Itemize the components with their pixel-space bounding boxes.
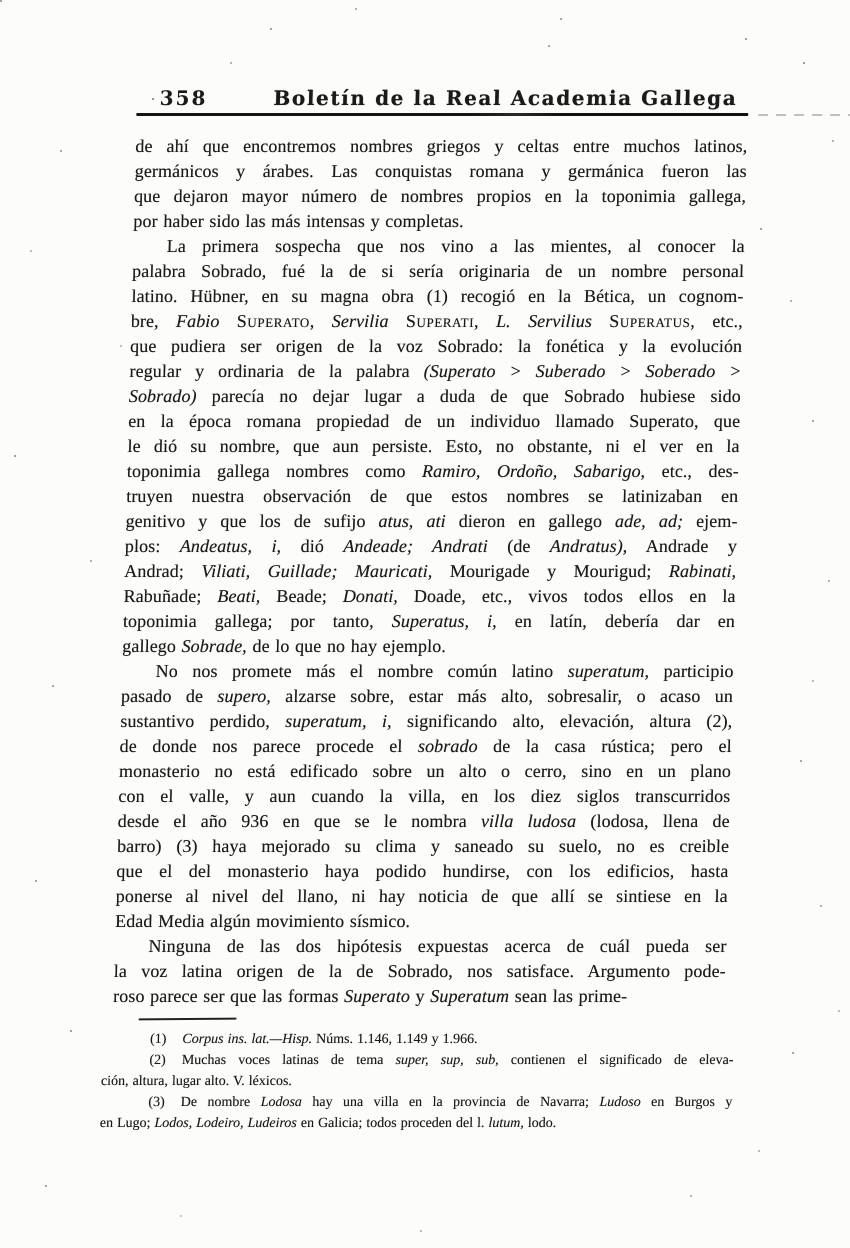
text-run: dieron en gallego xyxy=(445,511,616,531)
text-run: Andrad; xyxy=(124,561,202,581)
text-run: regular y ordinaria de la palabra xyxy=(129,361,425,381)
text-run: (de xyxy=(487,536,551,556)
text-run: Edad Media algún movimiento sísmico. xyxy=(114,911,411,931)
text-run: Doade, etc., vivos todos ellos en la xyxy=(397,586,736,606)
text-run: Donati, xyxy=(342,586,399,606)
text-run: germánicos y árabes. Las conquistas romana y germánica fueron las xyxy=(134,161,748,181)
journal-title: Boletín de la Real Academia Gallega xyxy=(273,86,738,110)
page-header xyxy=(136,86,749,108)
text-run: con el valle, y aun cuando la villa, en los diez siglos transcurridos xyxy=(118,786,731,806)
footnote xyxy=(101,1050,734,1092)
text-run: gallego xyxy=(122,636,182,656)
text-run: Ramiro, Ordoño, Sabarigo xyxy=(421,461,641,481)
text-run: en la época romana propiedad de un individuo llamado Superato, que xyxy=(127,411,741,431)
text-run: De nombre xyxy=(180,1095,261,1110)
text-run: supero, xyxy=(217,686,272,706)
text-run: , etc., xyxy=(690,311,744,331)
paragraph xyxy=(133,134,748,234)
text-run: (lodosa, llena de xyxy=(576,811,731,831)
footnote-line xyxy=(101,1071,734,1092)
text-run: en Burgos y xyxy=(640,1095,733,1110)
text-run: y xyxy=(409,986,431,1006)
text-line xyxy=(121,659,734,684)
text-run: , xyxy=(473,311,497,331)
text-run: Rabuñade; xyxy=(123,586,218,606)
text-run: en Lugo; xyxy=(99,1116,155,1131)
text-run: toponimia gallega nombres como xyxy=(126,461,423,481)
text-run: lodo. xyxy=(523,1116,557,1131)
footnote-line xyxy=(101,1050,734,1071)
footnote-number: (1) xyxy=(149,1032,167,1047)
text-run: Andeade; Andrati xyxy=(343,536,489,556)
text-line xyxy=(133,209,746,234)
text-run: dió xyxy=(281,536,344,556)
text-run: alzarse sobre, estar más alto, sobresalir, o acaso un xyxy=(270,686,734,706)
text-line xyxy=(135,134,748,159)
text-line xyxy=(123,584,736,609)
text-run: (Superato > Suberado > Soberado > xyxy=(423,361,742,381)
text-run: por haber sido las más intensas y completas. xyxy=(133,211,465,231)
text-run: Rabinati, xyxy=(668,561,737,581)
text-run: super, sup, sub, xyxy=(395,1053,499,1068)
header-rule xyxy=(136,113,748,116)
text-line xyxy=(117,809,730,834)
text-run: hay una villa en la provincia de Navarra; xyxy=(301,1095,600,1110)
text-line xyxy=(131,284,744,309)
text-run: ponerse al nivel del llano, ni hay noticia de que allí se sintiese en la xyxy=(115,886,729,906)
text-run: Andrade y xyxy=(627,536,738,556)
text-run: de donde nos parece procede el xyxy=(119,736,419,756)
text-run: villa ludosa xyxy=(480,811,577,831)
text-run: Ludoso xyxy=(599,1095,641,1110)
text-run: barro) (3) haya mejorado su clima y saneado su suelo, no es creible xyxy=(116,836,730,856)
text-run: L. Servilius xyxy=(495,311,610,331)
text-line xyxy=(132,259,745,284)
text-run: Núms. 1.146, 1.149 y 1.966. xyxy=(311,1032,478,1047)
text-run: Andratus), xyxy=(549,536,628,556)
text-run: en Galicia; todos proceden del l. xyxy=(296,1116,489,1131)
text-run: superatum, xyxy=(567,661,650,681)
paragraph xyxy=(113,934,727,1009)
text-run: ción, altura, lugar alto. V. léxicos. xyxy=(100,1074,293,1089)
text-line xyxy=(134,159,747,184)
text-run: de la casa rústica; pero el xyxy=(477,736,732,756)
text-run: que el del monasterio haya podido hundirse, con los edificios, hasta xyxy=(116,861,729,881)
text-line xyxy=(121,684,734,709)
text-run: Mourigade y Mourigud; xyxy=(432,561,670,581)
text-run: bre, xyxy=(130,311,177,331)
text-line xyxy=(114,934,727,959)
text-run: No nos promete más el nombre común latino xyxy=(155,661,569,681)
text-line xyxy=(122,634,735,659)
text-run: significando alto, elevación, altura (2), xyxy=(391,711,733,731)
text-run: genitivo y que los de sufijo xyxy=(125,511,379,531)
text-run: de ahí que encontremos nombres griegos y celtas entre muchos latinos, xyxy=(135,136,748,156)
text-run: Ninguna de las dos hipótesis expuestas acerca de cuál pueda ser xyxy=(148,936,727,956)
text-line xyxy=(130,334,743,359)
text-run: monasterio no está edificado sobre un alto o cerro, sino en un plano xyxy=(118,761,732,781)
text-line xyxy=(123,609,736,634)
text-run: Superatus, i, xyxy=(391,611,498,631)
scan-artifact xyxy=(758,114,850,116)
paragraph xyxy=(122,234,745,659)
text-run: participio xyxy=(648,661,734,681)
text-run: roso parece ser que las formas xyxy=(112,986,345,1006)
text-run: , xyxy=(309,311,333,331)
text-run: de lo que no hay ejemplo. xyxy=(246,636,447,656)
text-run: Superatus xyxy=(609,311,691,331)
text-line xyxy=(132,234,745,259)
text-run: Superati xyxy=(405,311,475,331)
text-line xyxy=(117,834,730,859)
text-line xyxy=(119,734,732,759)
text-line xyxy=(119,759,732,784)
text-run: ejem- xyxy=(682,511,738,531)
text-line xyxy=(127,459,740,484)
page-number: 358 xyxy=(159,86,208,110)
text-line xyxy=(127,434,740,459)
footnote-separator xyxy=(139,1018,237,1021)
text-line xyxy=(113,959,726,984)
text-line xyxy=(118,784,731,809)
text-run: Superato xyxy=(236,311,311,331)
text-line xyxy=(113,984,726,1009)
text-run: latino. Hübner, en su magna obra (1) recogió en la Bética, un cognom- xyxy=(131,286,744,306)
footnote-number: (2) xyxy=(149,1053,167,1068)
text-line xyxy=(129,384,742,409)
footnote xyxy=(100,1092,733,1134)
text-run: la voz latina origen de la de Sobrado, nos satisface. Argumento pode- xyxy=(113,961,727,981)
text-run: Servilia xyxy=(331,311,407,331)
text-run: contienen el significado de eleva- xyxy=(498,1053,734,1068)
text-run: pasado de xyxy=(120,686,218,706)
text-run: Corpus ins. lat.—Hisp. xyxy=(182,1032,313,1047)
text-run: sobrado xyxy=(417,736,478,756)
text-run: ade, ad; xyxy=(614,511,684,531)
text-run: Lodosa xyxy=(260,1095,303,1110)
text-run: Beade; xyxy=(260,586,344,606)
paragraph xyxy=(115,659,734,934)
footnote xyxy=(102,1029,735,1050)
footnote-line xyxy=(100,1092,733,1113)
text-run: Andeatus, i, xyxy=(179,536,282,556)
text-run: Muchas voces latinas de tema xyxy=(181,1053,396,1068)
text-run: que pudiera ser origen de la voz Sobrado: la fonética y la evolución xyxy=(129,336,743,356)
text-line xyxy=(125,509,738,534)
text-run: sean las prime- xyxy=(508,986,628,1006)
body-text xyxy=(113,134,748,1009)
text-line xyxy=(128,409,741,434)
text-run: toponimia gallega; por tanto, xyxy=(122,611,393,631)
text-block xyxy=(99,86,749,1134)
text-line xyxy=(116,859,729,884)
text-line xyxy=(134,184,747,209)
text-line xyxy=(125,534,738,559)
text-line xyxy=(129,359,742,384)
text-run: Fabio xyxy=(175,311,238,331)
text-run: desde el año 936 en que se le nombra xyxy=(117,811,482,831)
footnote-line xyxy=(102,1029,735,1050)
text-run: Lodos, Lodeiro, Ludeiros xyxy=(154,1116,298,1131)
text-run: superatum, i, xyxy=(285,711,393,731)
text-run: La primera sospecha que nos vino a las mientes, al conocer la xyxy=(166,236,746,256)
text-line xyxy=(115,884,728,909)
text-line xyxy=(120,709,733,734)
footnote-line xyxy=(100,1113,733,1134)
text-run: Beati, xyxy=(217,586,261,606)
text-line xyxy=(131,309,744,334)
text-run: Viliati, Guillade; Mauricati, xyxy=(201,561,433,581)
footnote-number: (3) xyxy=(148,1095,165,1110)
text-run: Superatum xyxy=(430,986,510,1006)
text-run: le dió su nombre, que aun persiste. Esto, no obstante, ni el ver en la xyxy=(127,436,740,456)
text-run: lutum, xyxy=(488,1116,525,1131)
text-run: , etc., des- xyxy=(640,461,740,481)
text-line xyxy=(115,909,728,934)
text-run: Sobrado) xyxy=(128,386,197,406)
text-run: Superato xyxy=(343,986,411,1006)
text-line xyxy=(124,559,737,584)
text-run: sustantivo perdido, xyxy=(120,711,286,731)
text-run: truyen nuestra observación de que estos nombres se latinizaban en xyxy=(126,486,739,506)
text-run: atus, ati xyxy=(378,511,447,531)
text-run: plos: xyxy=(124,536,181,556)
text-run: palabra Sobrado, fué la de si sería originaria de un nombre personal xyxy=(131,261,745,281)
text-run: que dejaron mayor número de nombres propios en la toponimia gallega, xyxy=(133,186,747,206)
text-line xyxy=(126,484,739,509)
text-run: parecía no dejar lugar a duda de que Sobrado hubiese sido xyxy=(196,386,742,406)
text-run: en latín, debería dar en xyxy=(496,611,736,631)
text-run: Sobrade, xyxy=(181,636,248,656)
footnotes xyxy=(100,1029,735,1134)
